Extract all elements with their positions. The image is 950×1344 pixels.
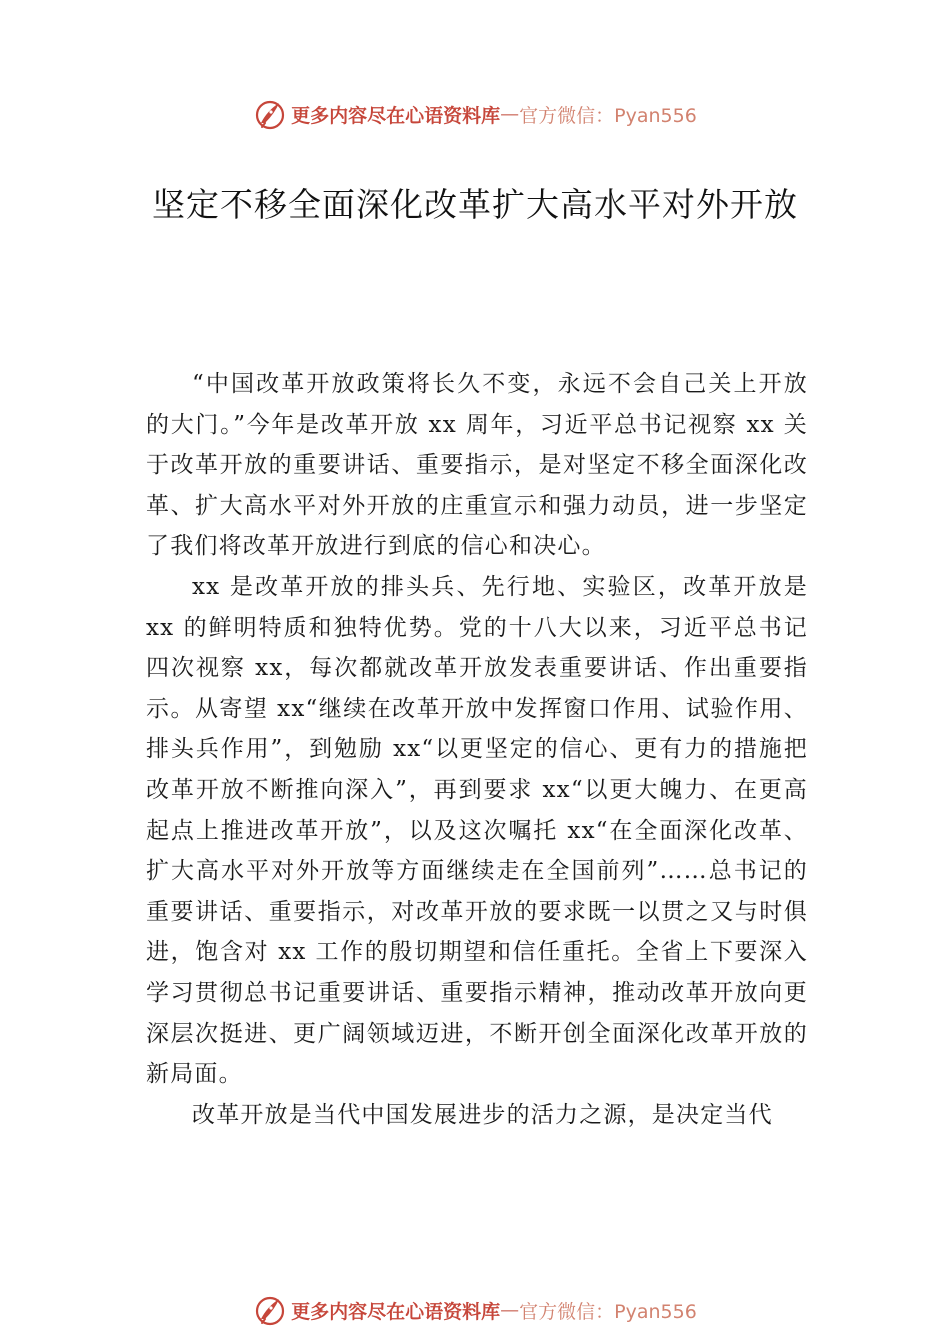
pen-nib-logo-icon bbox=[253, 97, 287, 131]
banner-wechat-text: 官方微信：Pyan556 bbox=[519, 1300, 697, 1323]
footer-banner bbox=[0, 1290, 950, 1330]
banner-brand-text: 更多内容尽在心语资料库 bbox=[291, 1300, 501, 1323]
banner-wechat-text: 官方微信：Pyan556 bbox=[519, 104, 697, 127]
document-body bbox=[146, 364, 808, 1135]
banner-separator: — bbox=[500, 103, 520, 125]
header-banner bbox=[0, 94, 950, 134]
banner-separator: — bbox=[500, 1299, 520, 1321]
body-paragraph-2: xx 是改革开放的排头兵、先行地、实验区，改革开放是 xx 的鲜明特质和独特优势。党的十八大以来，习近平总书记四次视察 xx，每次都就改革开放发表重要讲话、作出重要指示。从寄望 xx“继续在改革开放中发挥窗口作用、试验作用、排头兵作用”，到勉励 xx“以更坚定的信心、更有力的措施把改革开放不断推向深入”，再到要求 xx“以更大魄力、在更高起点上推进改革开放”，以及这次嘱托 xx“在全面深化改革、扩大高水平对外开放等方面继续走在全国前列”……总书记的重要讲话、重要指示，对改革开放的要求既一以贯之又与时俱进，饱含对 xx 工作的殷切期望和信任重托。全省上下要深入学习贯彻总书记重要讲话、重要指示精神，推动改革开放向更深层次挺进、更广阔领域迈进，不断开创全面深化改革开放的新局面。 bbox=[146, 573, 808, 1088]
document-title: 坚定不移全面深化改革扩大高水平对外开放 bbox=[152, 185, 798, 224]
pen-nib-logo-icon bbox=[253, 1293, 287, 1327]
body-paragraph-3: 改革开放是当代中国发展进步的活力之源，是决定当代 bbox=[192, 1101, 773, 1128]
body-paragraph-1: “中国改革开放政策将长久不变，永远不会自己关上开放的大门。”今年是改革开放 xx 周年，习近平总书记视察 xx 关于改革开放的重要讲话、重要指示，是对坚定不移全面深化改革、扩大高水平对外开放的庄重宣示和强力动员，进一步坚定了我们将改革开放进行到底的信心和决心。 bbox=[146, 371, 808, 560]
banner-brand-text: 更多内容尽在心语资料库 bbox=[291, 104, 501, 127]
